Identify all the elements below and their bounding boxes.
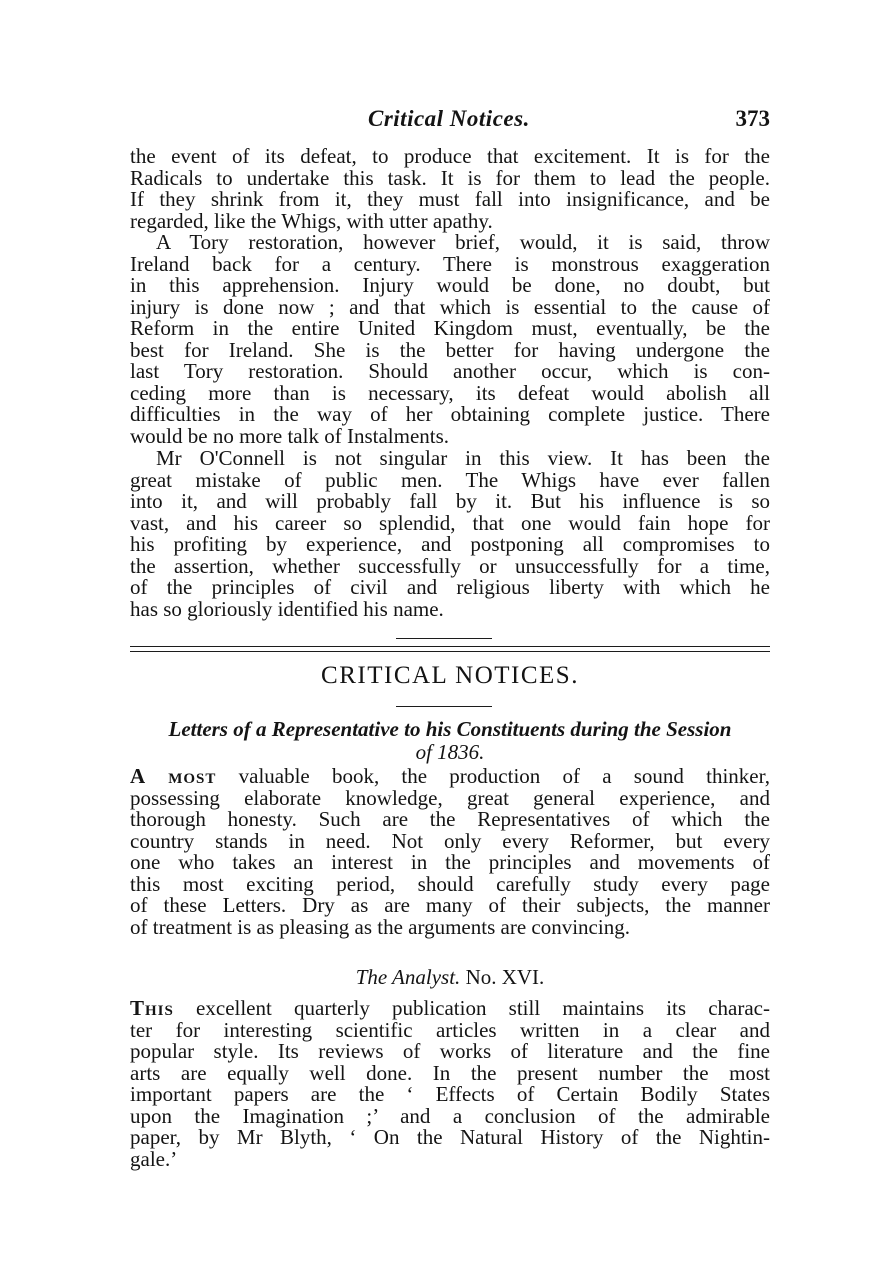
text-line: his profiting by experience, and postponing all compromises to	[130, 532, 770, 556]
text-line: in this apprehension. Injury would be done, no doubt, but	[130, 273, 770, 297]
text-line: possessing elaborate knowledge, great general experience, and	[130, 785, 770, 810]
text-line: gale.’	[130, 1146, 178, 1171]
text-line: best for Ireland. She is the better for having undergone the	[130, 337, 770, 362]
article-paragraph-3	[130, 448, 770, 620]
text-line: arts are equally well done. In the present number the most	[130, 1060, 770, 1085]
review-title-issue: No. XVI.	[465, 965, 545, 989]
title-rule	[396, 706, 492, 707]
text-line: last Tory restoration. Should another occur, which is con-	[130, 359, 770, 383]
text-line: Radicals to undertake this task. It is for them to lead the people.	[130, 165, 770, 190]
text-line: A Tory restoration, however brief, would, it is said, throw	[156, 230, 770, 254]
text-line: into it, and will probably fall by it. But his influence is so	[130, 489, 770, 513]
text-line: has so gloriously identified his name.	[130, 596, 444, 621]
text-line: Reform in the entire United Kingdom must, eventually, be the	[130, 316, 770, 340]
text-line: of treatment is as pleasing as the arguments are convincing.	[130, 914, 630, 939]
end-of-article-rule	[396, 638, 492, 639]
review-1-body	[130, 766, 770, 938]
text-line: the assertion, whether successfully or unsuccessfully for a time,	[130, 553, 770, 578]
review-lead-words: This	[130, 996, 174, 1020]
review-title-name: The Analyst.	[355, 965, 461, 989]
text-line: valuable book, the production of a sound thinker,	[238, 764, 771, 788]
section-divider-rule	[130, 646, 770, 652]
text-line: injury is done now ; and that which is essential to the cause of	[130, 294, 770, 319]
review-title-letters	[130, 718, 770, 764]
text-line: regarded, like the Whigs, with utter apathy.	[130, 208, 493, 233]
text-line: vast, and his career so splendid, that one would fain hope for	[130, 510, 770, 535]
page-number: 373	[735, 106, 770, 131]
text-line: ter for interesting scientific articles written in a clear and	[130, 1017, 770, 1042]
text-line: ceding more than is necessary, its defeat would abolish all	[130, 380, 770, 405]
review-2-body	[130, 998, 770, 1170]
text-line: of the principles of civil and religious liberty with which he	[130, 575, 770, 599]
text-line: Ireland back for a century. There is monstrous exaggeration	[130, 251, 770, 276]
running-head	[130, 106, 770, 138]
text-line: excellent quarterly publication still maintains its charac-	[196, 996, 770, 1020]
running-head-title: Critical Notices.	[368, 106, 530, 131]
text-line: country stands in need. Not only every Reformer, but every	[130, 828, 770, 853]
text-line: upon the Imagination ;’ and a conclusion of the admirable	[130, 1103, 770, 1128]
article-paragraph-2	[130, 232, 770, 447]
text-line: would be no more talk of Instalments.	[130, 423, 450, 448]
section-title: CRITICAL NOTICES.	[321, 662, 579, 689]
text-line: one who takes an interest in the principles and movements of	[130, 850, 770, 874]
text-line: thorough honesty. Such are the Representatives of which the	[130, 807, 770, 831]
text-line: paper, by Mr Blyth, ‘ On the Natural History of the Nightin-	[130, 1125, 770, 1149]
text-line: If they shrink from it, they must fall into insignificance, and be	[130, 187, 770, 211]
review-title-line-2: of 1836.	[415, 740, 485, 764]
text-line: popular style. Its reviews of works of literature and the fine	[130, 1039, 770, 1063]
text-line: of these Letters. Dry as are many of their subjects, the manner	[130, 893, 770, 917]
text-line: this most exciting period, should carefully study every page	[130, 871, 770, 896]
text-line: important papers are the ‘ Effects of Certain Bodily States	[130, 1082, 770, 1106]
review-title-analyst	[130, 966, 770, 989]
text-line: great mistake of public men. The Whigs have ever fallen	[130, 467, 770, 492]
review-lead-words: A most	[130, 764, 217, 788]
text-line: difficulties in the way of her obtaining complete justice. There	[130, 402, 770, 426]
article-paragraph-1	[130, 146, 770, 232]
text-line: the event of its defeat, to produce that excitement. It is for the	[130, 144, 770, 168]
text-line: Mr O'Connell is not singular in this view. It has been the	[156, 446, 770, 470]
review-title-line-1: Letters of a Representative to his Constituents during the Session	[168, 717, 732, 741]
